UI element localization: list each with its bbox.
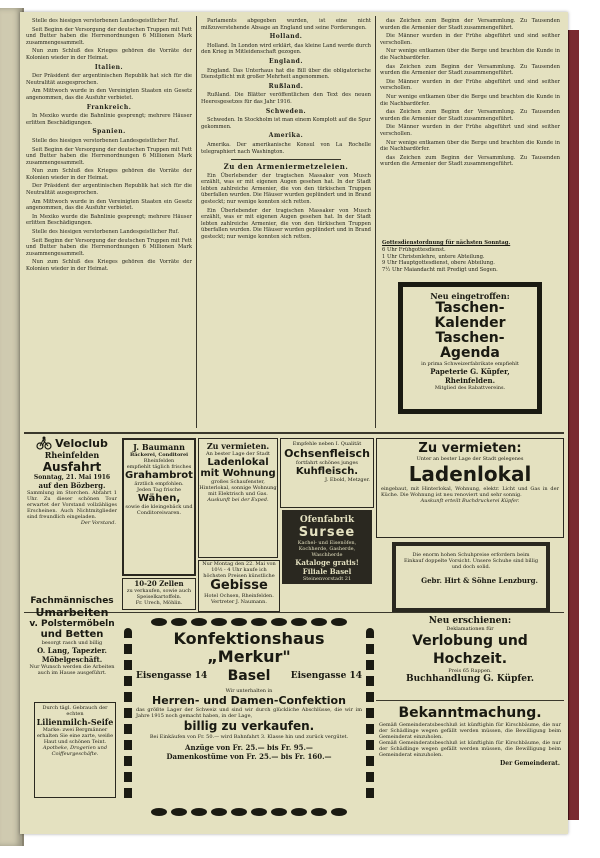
ad-title: J. Baumann: [133, 442, 185, 452]
ad-text: Unter an bester Lage der Stadt gelegenes: [416, 456, 524, 462]
news-paragraph: Der Präsident der argentinischen Republik hat sich für die Neutralität ausgesprochen.: [26, 73, 192, 86]
ad-note: ärztlich empfohlen.: [134, 481, 184, 487]
ad-town: Sursee: [298, 525, 356, 540]
ad-town: Rheinfelden: [143, 458, 175, 464]
schedule-line: 7½ Uhr Maiandacht mit Predigt und Segen.: [382, 267, 498, 274]
book-cover-edge: [568, 30, 579, 820]
news-paragraph: Stelle des hiesigen verstorbenen Landesgeistlicher Ruf.: [32, 18, 179, 24]
ad-address: Eisengasse 14: [290, 671, 362, 681]
news-paragraph: Seit Beginn der Versorgung der deutschen Truppen mit Fett und Butter haben die Herrenordnungen 6 Millionen Mark zusammengesammelt.: [26, 237, 192, 257]
calendar-advertisement: [398, 282, 542, 414]
section-heading: England.: [269, 57, 303, 65]
news-paragraph: Nun zum Schluß des Krieges gehören die Vorräte der Kolonien wieder in der Heimat.: [26, 168, 192, 181]
shop-rental-advertisement: [376, 438, 564, 538]
section-heading: Rußland.: [268, 82, 304, 90]
news-paragraph: Nur wenige entkamen über die Berge und brachten die Kunde in die Nachbardörfer.: [380, 139, 560, 153]
ad-title: 10-20 Zellen: [134, 579, 184, 588]
ad-signature: J. Ebold, Metzger.: [325, 477, 370, 483]
ad-text: zu verkaufen, sowie auch Speiselkartoffeln.: [126, 588, 192, 600]
section-rule: [376, 700, 564, 701]
ad-text: in prima Schweizerfabrikate empfiehlt: [421, 361, 519, 367]
ad-text: fortfahrt schönes junges: [296, 460, 358, 466]
section-heading: Frankreich.: [86, 103, 132, 111]
notice-text: Gemäß Gemeinderatsbeschluß ist künftighin für Kirschbäume, die nur der Schädlinge wegen gefällt werden müssen, die Bewilligung beim Gemeinderat einzuholen.: [379, 722, 561, 740]
column-divider: [196, 16, 197, 428]
column-divider: [375, 16, 376, 428]
dentures-advertisement: [198, 560, 280, 612]
ad-town: Rheinfelden.: [444, 376, 496, 385]
section-rule: [24, 432, 564, 434]
schedule-line: 6 Uhr Frühgottesdienst.: [382, 246, 446, 253]
ad-product: Kuhfleisch.: [295, 466, 359, 477]
ad-title: Zu vermieten:: [418, 441, 522, 456]
ad-title: v. Polstermöbeln: [29, 619, 115, 629]
ad-text: sowie die kleingebäck und Conditoreiwaren.: [125, 504, 193, 516]
news-paragraph: das Zeichen zum Beginn der Versammlung. Zu Tausenden wurden die Armenier der Stadt zusammengeführt.: [380, 109, 560, 122]
ad-product: Wähen,: [137, 493, 181, 504]
ad-title: Agenda: [440, 345, 500, 361]
ad-signature: Vertreter J. Naumann.: [211, 599, 267, 605]
news-paragraph: Amerika. Der amerikanische Konsul von La Rochelle telegraphiert nach Washington.: [201, 141, 371, 155]
news-paragraph: das Zeichen zum Beginn der Versammlung. Zu Tausenden wurden die Armenier der Stadt zusammengeführt.: [380, 63, 560, 77]
news-paragraph: Seit Beginn der Versorgung der deutschen Truppen mit Fett und Butter haben die Herrenordnungen 6 Millionen Mark zusammengesammelt.: [26, 146, 192, 166]
ad-product: Grahambrot: [125, 470, 193, 481]
service-schedule: [382, 240, 562, 274]
news-paragraph: Nun zum Schluß des Krieges gehören die Vorräte der Kolonien wieder in der Heimat.: [26, 259, 192, 272]
ad-text: besorgt rasch und billig: [41, 640, 103, 646]
news-paragraph: In Mexiko wurde die Bahnlinie gesprengt; mehrere Häuser erlitten Beschädigungen.: [26, 113, 192, 126]
wedding-book-advertisement: [376, 616, 564, 700]
news-paragraph: Nur wenige entkamen über die Berge und brachten die Kunde in die Nachbardörfer.: [380, 48, 560, 61]
stove-factory-advertisement: [282, 510, 372, 584]
ad-title: Konfektionshaus „Merkur": [173, 629, 325, 666]
news-paragraph: das Zeichen zum Beginn der Versammlung. Zu Tausenden wurden die Armenier der Stadt zusammengeführt.: [380, 154, 560, 168]
ad-heading: Ladenlokal mit Wohnung: [200, 457, 276, 479]
news-paragraph: Die Männer wurden in der Frühe abgeführt und sind seither verschollen.: [380, 33, 560, 46]
ad-heading: Neu erschienen:: [428, 616, 512, 626]
section-heading: Zu den Armeniermetzeleien.: [223, 162, 349, 172]
ad-signature: Gebr. Hirt & Söhne Lenzburg.: [421, 576, 538, 585]
ad-text: Deklamationen für: [446, 626, 494, 632]
news-column-left: [26, 18, 192, 428]
ad-branch: Filiale Basel: [302, 567, 352, 576]
ad-title: Ochsenfleisch: [284, 447, 370, 460]
rental-advertisement: [198, 438, 278, 558]
schedule-line: 1 Uhr Christenlehre, untere Abteilung.: [382, 253, 485, 260]
public-notice: [376, 704, 564, 824]
ad-title: und Betten: [40, 629, 104, 640]
ornament-border-bottom: [124, 806, 374, 816]
ad-title: Ofenfabrik: [299, 515, 355, 525]
cells-advertisement: [122, 578, 196, 610]
ad-heading: Ladenlokal: [408, 462, 532, 486]
bakery-advertisement: [122, 438, 196, 576]
ornament-border-left: [124, 628, 132, 804]
ad-text: An bester Lage der Stadt: [206, 451, 270, 457]
ad-text: Jeden Tag frische: [136, 487, 182, 493]
section-heading: Spanien.: [92, 128, 126, 136]
news-paragraph: Stelle des hiesigen verstorbenen Landesgeistlicher Ruf.: [32, 229, 179, 236]
notice-title: Bekanntmachung.: [398, 705, 542, 721]
news-paragraph: das Zeichen zum Beginn der Versammlung. Zu Tausenden wurden die Armenier der Stadt zusammengeführt.: [380, 18, 560, 31]
ad-text: Die enorm hohen Schuhpreise erfordern beim Einkauf doppelte Vorsicht. Unsere Schuhe sind billig und doch solid.: [403, 552, 539, 570]
section-heading: Italien.: [94, 63, 124, 71]
ad-text: das größte Lager der Schweiz und sind wir durch glückliche Abschlüsse, die wir im Jahre 1915 noch gemacht haben, in der Lage,: [136, 707, 362, 719]
ad-title: Umarbeiten: [35, 606, 109, 619]
section-heading: Schweden.: [265, 107, 307, 115]
ad-title: Lilienmilch-Seife: [36, 717, 114, 727]
ad-price: Preis 65 Rappen.: [448, 668, 492, 674]
ad-text: Sammlung im Storchen. Abfahrt 1 Uhr. Zu dieser schönen Tour erwartet der Vorstand vollzähliges Erscheinen. Auch Nichtmitglieder sind freundlich eingeladen.: [27, 490, 117, 520]
ad-seller: Papeterie G. Küpfer,: [430, 367, 510, 376]
ad-text: Nur Montag den 22. Mai von 10½ - 4 Uhr kaufe ich höchsten Preisen künstliche: [202, 561, 276, 579]
ad-heading: Ausfahrt: [42, 460, 102, 474]
merkur-advertisement: [124, 616, 374, 816]
ad-price: Anzüge von Fr. 25.— bis Fr. 95.—: [185, 743, 313, 752]
ad-town: Basel: [227, 668, 271, 684]
notice-signature: Der Gemeinderat.: [500, 760, 560, 767]
ad-address: Steinenvorstadt 21: [302, 576, 352, 582]
news-paragraph: Nun zum Schluß des Krieges gehören die Vorräte der Kolonien wieder in der Heimat.: [26, 48, 192, 61]
soap-advertisement: [34, 702, 116, 798]
news-paragraph: Rußland. Die Blätter veröffentlichen den Text des neuen Heeresgesetzes für das Jahr 1916.: [201, 92, 371, 105]
news-paragraph: Die Männer wurden in der Frühe abgeführt und sind seither verschollen.: [380, 78, 560, 92]
ad-text: Wir unterhalten in: [225, 688, 273, 694]
ad-text: Empfehle neben I. Qualität: [292, 441, 362, 447]
news-paragraph: Am Mittwoch wurde in den Vereinigten Staaten ein Gesetz angenommen, das die Ausfuhr verbietet.: [26, 88, 192, 101]
ad-signature: Apotheke, Drogerien und Coiffeurgeschäfte.: [42, 745, 108, 757]
bicycle-icon: [36, 436, 52, 450]
ad-destination: auf den Bözberg.: [38, 481, 106, 490]
news-paragraph: England. Das Unterhaus hat die Bill über die obligatorische Dienstpflicht mit großer Mehrheit angenommen.: [201, 67, 371, 81]
ornament-border-right: [366, 628, 374, 804]
ad-title: Veloclub: [55, 436, 108, 450]
schedule-line: 9 Uhr Hauptgottesdienst, obere Abteilung.: [382, 260, 495, 267]
ad-trade: Bäckerei, Conditorei: [129, 452, 189, 458]
butcher-advertisement: [280, 438, 374, 508]
news-column-middle: [201, 18, 371, 428]
ad-text: eingebaut, mit Hinterlokal, Wohnung, elektr. Licht und Gas in der Küche. Die Wohnung ist neu renoviert und sehr sonnig.: [381, 486, 559, 498]
ad-text: Durch tägl. Gebrauch der echten: [42, 705, 108, 717]
section-heading: Amerika.: [268, 132, 304, 140]
separator: [231, 159, 341, 160]
ad-title: Gebisse: [210, 578, 268, 593]
ad-note: Mitglied des Rabattvereins.: [434, 385, 506, 391]
news-column-right: [380, 18, 560, 278]
upholstery-advertisement: [24, 596, 120, 696]
newspaper-page: [20, 12, 568, 834]
ad-title: Taschen-: [435, 330, 505, 346]
ad-note: Nur Wunsch werden die Arbeiten auch im Hause ausgeführt.: [29, 664, 115, 676]
ad-trade: Möbelgeschäft.: [41, 655, 103, 664]
ad-title: Fachmännisches: [30, 596, 114, 606]
ad-note: Bei Einkäufen von Fr. 50.— wird Bahnfahrt 3. Klasse hin und zurück vergütet.: [149, 734, 349, 740]
ad-text: Marke: zwei Bergmänner erhalten Sie eine zarte, weiße Haut und schönen Teint.: [36, 727, 114, 745]
news-paragraph: Seit Beginn der Versorgung der deutschen Truppen mit Fett und Butter haben die Herrenordnungen 6 Millionen Mark zusammengesammelt.: [26, 26, 192, 46]
ad-text: großes Schaufenster, Hinterlokal, sonnige Wohnung mit Elektrisch und Gas.: [199, 479, 277, 497]
news-paragraph: Schweden. In Stockholm ist man einem Komplott auf die Spur gekommen.: [201, 117, 371, 130]
ad-contact: Auskunft erteilt Buchdruckerei Küpfer.: [420, 498, 520, 504]
ad-signature: Fr. Urech, Möhlin.: [135, 600, 183, 606]
news-paragraph: Ein Überlebender der tragischen Massaker von Musch erzählt, was er mit eigenen Augen gesehen hat. In der Stadt lebten zahlreiche Armenier, die von den türkischen Truppen überfallen wurden. Die Häuser wurden geplündert und in Brand gesteckt; nur wenige konnten sich retten.: [201, 207, 371, 241]
news-paragraph: Parlaments abgegeben wurden, ist eine nicht mißzuverstehende Absage an England und seine Forderungen.: [201, 18, 371, 31]
ornament-border-top: [124, 616, 374, 626]
news-paragraph: Der Präsident der argentinischen Republik hat sich für die Neutralität ausgesprochen.: [26, 183, 192, 197]
ad-place: Hotel Ochsen, Rheinfelden.: [204, 593, 274, 599]
ad-title: Kalender: [434, 315, 506, 331]
news-paragraph: In Mexiko wurde die Bahnlinie gesprengt; mehrere Häuser erlitten Beschädigungen.: [26, 213, 192, 227]
ad-signature: Der Vorstand.: [80, 520, 116, 526]
ad-seller: O. Lang, Tapezier.: [37, 646, 107, 655]
schedule-title: Gottesdienstordnung für nächsten Sonntag.: [382, 240, 511, 246]
news-paragraph: Am Mittwoch wurde in den Vereinigten Staaten ein Gesetz angenommen, das die Ausfuhr verbietet.: [26, 198, 192, 212]
ad-address: Eisengasse 14: [136, 671, 208, 681]
news-paragraph: Holland. In London wird erklärt, das kleine Land werde durch den Krieg in Mitleidenschaft gezogen.: [201, 42, 371, 56]
ad-heading: Neu eingetroffen:: [430, 291, 510, 301]
ad-town: Rheinfelden: [44, 450, 100, 460]
ad-price: Damenkostüme von Fr. 25.— bis Fr. 160.—: [166, 752, 332, 761]
ad-cta: billig zu verkaufen.: [183, 719, 315, 733]
veloclub-advertisement: [24, 436, 120, 592]
ad-title: Zu vermieten.: [206, 441, 270, 451]
ad-title: Verlobung und Hochzeit.: [412, 633, 528, 667]
ad-text: empfiehlt täglich frisches: [126, 464, 192, 470]
ad-seller: Buchhandlung G. Küpfer.: [405, 674, 535, 684]
shoe-advertisement: [392, 542, 550, 612]
notice-text: Gemäß Gemeinderatsbeschluß ist künftighin für Kirschbäume, die nur der Schädlinge wegen gefällt werden müssen, die Bewilligung beim Gemeinderat einzuholen.: [379, 740, 561, 758]
section-heading: Holland.: [269, 33, 303, 41]
ad-contact: Auskunft bei der Exped.: [207, 497, 269, 503]
ad-heading: Herren- und Damen-Confektion: [152, 694, 346, 707]
news-paragraph: Die Männer wurden in der Frühe abgeführt und sind seither verschollen.: [380, 124, 560, 137]
news-paragraph: Stelle des hiesigen verstorbenen Landesgeistlicher Ruf.: [32, 137, 179, 144]
ad-date: Sonntag, 21. Mai 1916: [33, 474, 111, 481]
ad-title: Taschen-: [435, 300, 505, 316]
ad-note: Kataloge gratis!: [295, 558, 359, 567]
ad-text: Kachel- und Eisenöfen, Kochherde, Gasherde, Waschherde: [297, 540, 357, 558]
news-paragraph: Ein Überlebender der tragischen Massaker von Musch erzählt, was er mit eigenen Augen gesehen hat. In der Stadt lebten zahlreiche Armenier, die von den türkischen Truppen überfallen wurden. Die Häuser wurden geplündert und in Brand gesteckt; nur wenige konnten sich retten.: [201, 172, 371, 206]
news-paragraph: Nur wenige entkamen über die Berge und brachten die Kunde in die Nachbardörfer.: [380, 93, 560, 107]
